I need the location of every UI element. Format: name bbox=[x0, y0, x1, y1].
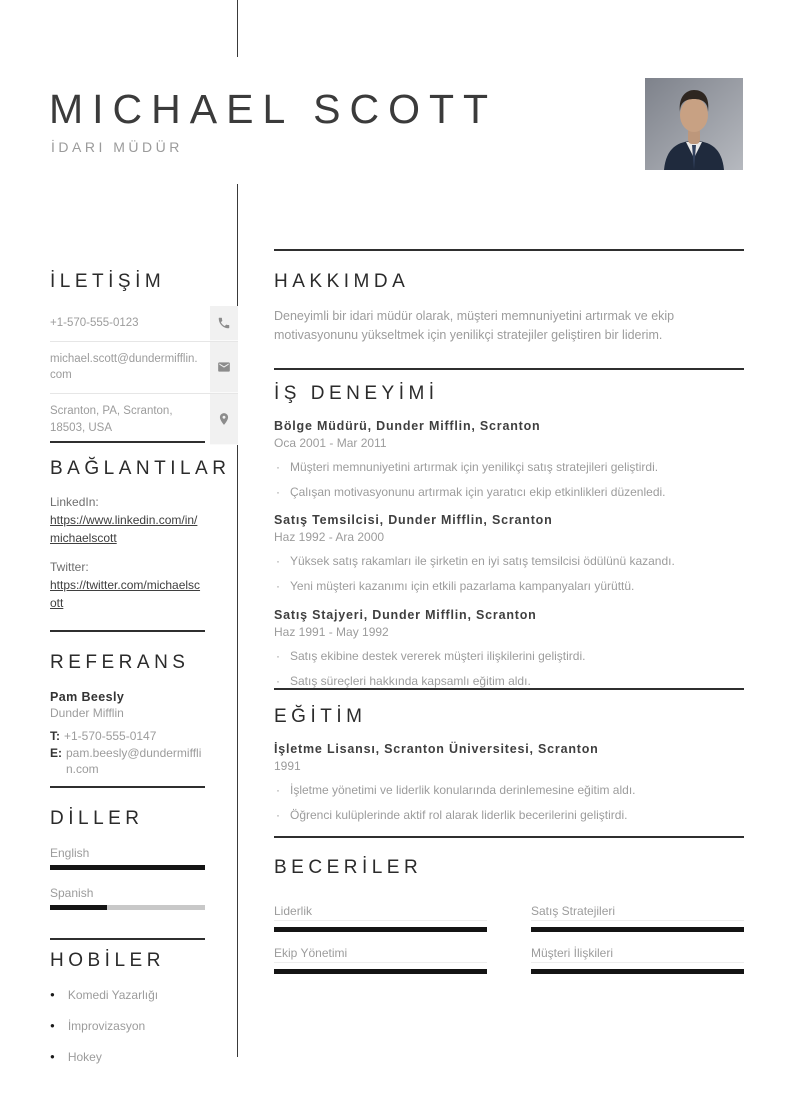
reference-name: Pam Beesly bbox=[50, 689, 125, 704]
skill-level-bar bbox=[531, 927, 744, 932]
entry-date: Haz 1991 - May 1992 bbox=[274, 624, 389, 639]
reference-email-label: E: bbox=[50, 745, 62, 760]
about-text: Deneyimli bir idari müdür olarak, müşteri memnuniyetini artırmak ve ekip motivasyonunu yükseltmek için yenilikçi stratejiler geliştiren bir liderim. bbox=[274, 308, 675, 343]
sidebar-divider-2 bbox=[50, 630, 205, 632]
reference-email-value: pam.beesly@dundermifflin.com bbox=[66, 745, 202, 777]
entry-title: Satış Stajyeri, Dunder Mifflin, Scranton bbox=[274, 607, 537, 622]
entry-title: Bölge Müdürü, Dunder Mifflin, Scranton bbox=[274, 418, 541, 433]
about-heading: HAKKIMDA bbox=[274, 271, 410, 292]
contact-row-phone bbox=[50, 306, 238, 342]
person-job-title: İDARI MÜDÜR bbox=[51, 139, 183, 155]
reference-heading: REFERANS bbox=[50, 652, 190, 673]
hobby-item: ● İmprovizasyon bbox=[50, 1019, 205, 1033]
hobby-item: ● Komedi Yazarlığı bbox=[50, 988, 205, 1002]
experience-entries bbox=[274, 419, 744, 689]
entry-bullet: · İşletme yönetimi ve liderlik konularında derinlemesine eğitim aldı. bbox=[274, 782, 744, 798]
entry-date: Haz 1992 - Ara 2000 bbox=[274, 530, 385, 545]
language-level-bar bbox=[50, 905, 205, 910]
links-heading: BAĞLANTILAR bbox=[50, 458, 231, 479]
hobbies-section bbox=[50, 950, 205, 1081]
main-divider-4 bbox=[274, 836, 744, 838]
email-value: michael.scott@dundermifflin.com bbox=[50, 352, 198, 382]
entry-bullet: · Satış ekibine destek vererek müşteri ilişkilerini geliştirdi. bbox=[274, 648, 744, 664]
skill-name: Satış Stratejileri bbox=[531, 904, 744, 921]
skill-name: Liderlik bbox=[274, 904, 487, 921]
hobbies-heading: HOBİLER bbox=[50, 950, 165, 971]
skills-section bbox=[274, 857, 744, 974]
languages-heading: DİLLER bbox=[50, 808, 144, 829]
top-divider-line bbox=[237, 0, 238, 57]
entry-bullet: · Satış süreçleri hakkında kapsamlı eğitim aldı. bbox=[274, 673, 744, 689]
reference-company: Dunder Mifflin bbox=[50, 705, 124, 720]
skill-item bbox=[531, 946, 744, 974]
experience-heading: İŞ DENEYİMİ bbox=[274, 383, 439, 404]
links-list bbox=[50, 494, 205, 612]
education-entries bbox=[274, 742, 744, 823]
language-item bbox=[50, 846, 205, 870]
contact-list bbox=[50, 306, 238, 445]
entry-title: Satış Temsilcisi, Dunder Mifflin, Scranton bbox=[274, 513, 553, 528]
sidebar-divider-1 bbox=[50, 441, 205, 443]
person-name: MICHAEL SCOTT bbox=[49, 86, 498, 132]
twitter-link[interactable]: https://twitter.com/michaelscott bbox=[50, 578, 201, 610]
sidebar-divider-4 bbox=[50, 938, 205, 940]
education-heading: EĞİTİM bbox=[274, 706, 367, 727]
skill-name: Ekip Yönetimi bbox=[274, 946, 487, 963]
entry-bullet: · Öğrenci kulüplerinde aktif rol alarak liderlik becerilerini geliştirdi. bbox=[274, 807, 744, 823]
skills-heading: BECERİLER bbox=[274, 857, 423, 878]
sidebar-divider-3 bbox=[50, 786, 205, 788]
entry-date: Oca 2001 - Mar 2011 bbox=[274, 435, 387, 450]
reference-phone-label: T: bbox=[50, 728, 60, 743]
address-value: Scranton, PA, Scranton, 18503, USA bbox=[50, 404, 173, 434]
entry-bullet: · Çalışan motivasyonunu artırmak için yaratıcı ekip etkinlikleri düzenledi. bbox=[274, 484, 744, 500]
experience-section bbox=[274, 383, 744, 702]
languages-section bbox=[50, 808, 205, 910]
entry-title: İşletme Lisansı, Scranton Üniversitesi, Scranton bbox=[274, 741, 599, 756]
about-section bbox=[274, 271, 744, 346]
links-section bbox=[50, 458, 231, 624]
language-level-bar bbox=[50, 865, 205, 870]
location-icon bbox=[210, 394, 238, 445]
language-item bbox=[50, 886, 205, 910]
reference-phone-value: +1-570-555-0147 bbox=[64, 728, 157, 743]
skill-name: Müşteri İlişkileri bbox=[531, 946, 744, 963]
skill-level-bar bbox=[274, 927, 487, 932]
experience-entry bbox=[274, 608, 744, 689]
main-divider-2 bbox=[274, 368, 744, 370]
entry-bullet: · Müşteri memnuniyetini artırmak için yenilikçi satış stratejileri geliştirdi. bbox=[274, 459, 744, 475]
reference-section bbox=[50, 652, 205, 778]
skills-grid bbox=[274, 904, 744, 974]
skill-level-bar bbox=[531, 969, 744, 974]
experience-entry bbox=[274, 419, 744, 500]
skill-item bbox=[531, 904, 744, 932]
profile-photo bbox=[645, 78, 743, 170]
education-section bbox=[274, 706, 744, 836]
contact-row-address bbox=[50, 394, 238, 445]
phone-icon bbox=[210, 306, 238, 341]
contact-section bbox=[50, 271, 238, 445]
mail-icon bbox=[210, 342, 238, 393]
linkedin-link[interactable]: https://www.linkedin.com/in/michaelscott bbox=[50, 513, 198, 545]
skill-item bbox=[274, 904, 487, 932]
hobby-item: ● Hokey bbox=[50, 1050, 205, 1064]
reference-email-row bbox=[50, 745, 205, 779]
language-name: Spanish bbox=[50, 885, 94, 900]
entry-bullet: · Yüksek satış rakamları ile şirketin en iyi satış temsilcisi ödülünü kazandı. bbox=[274, 553, 744, 569]
main-divider-1 bbox=[274, 249, 744, 251]
twitter-label: Twitter: bbox=[50, 560, 89, 575]
linkedin-label: LinkedIn: bbox=[50, 494, 99, 509]
entry-bullet: · Yeni müşteri kazanımı için etkili pazarlama kampanyaları yürüttü. bbox=[274, 578, 744, 594]
phone-value: +1-570-555-0123 bbox=[50, 316, 139, 329]
entry-date: 1991 bbox=[274, 758, 301, 773]
main-divider-3 bbox=[274, 688, 744, 690]
reference-phone-row bbox=[50, 728, 205, 745]
skill-item bbox=[274, 946, 487, 974]
skill-level-bar bbox=[274, 969, 487, 974]
hobbies-list bbox=[50, 988, 205, 1064]
contact-heading: İLETİŞİM bbox=[50, 271, 166, 292]
experience-entry bbox=[274, 513, 744, 594]
contact-row-email bbox=[50, 342, 238, 394]
education-entry bbox=[274, 742, 744, 823]
language-name: English bbox=[50, 845, 90, 860]
